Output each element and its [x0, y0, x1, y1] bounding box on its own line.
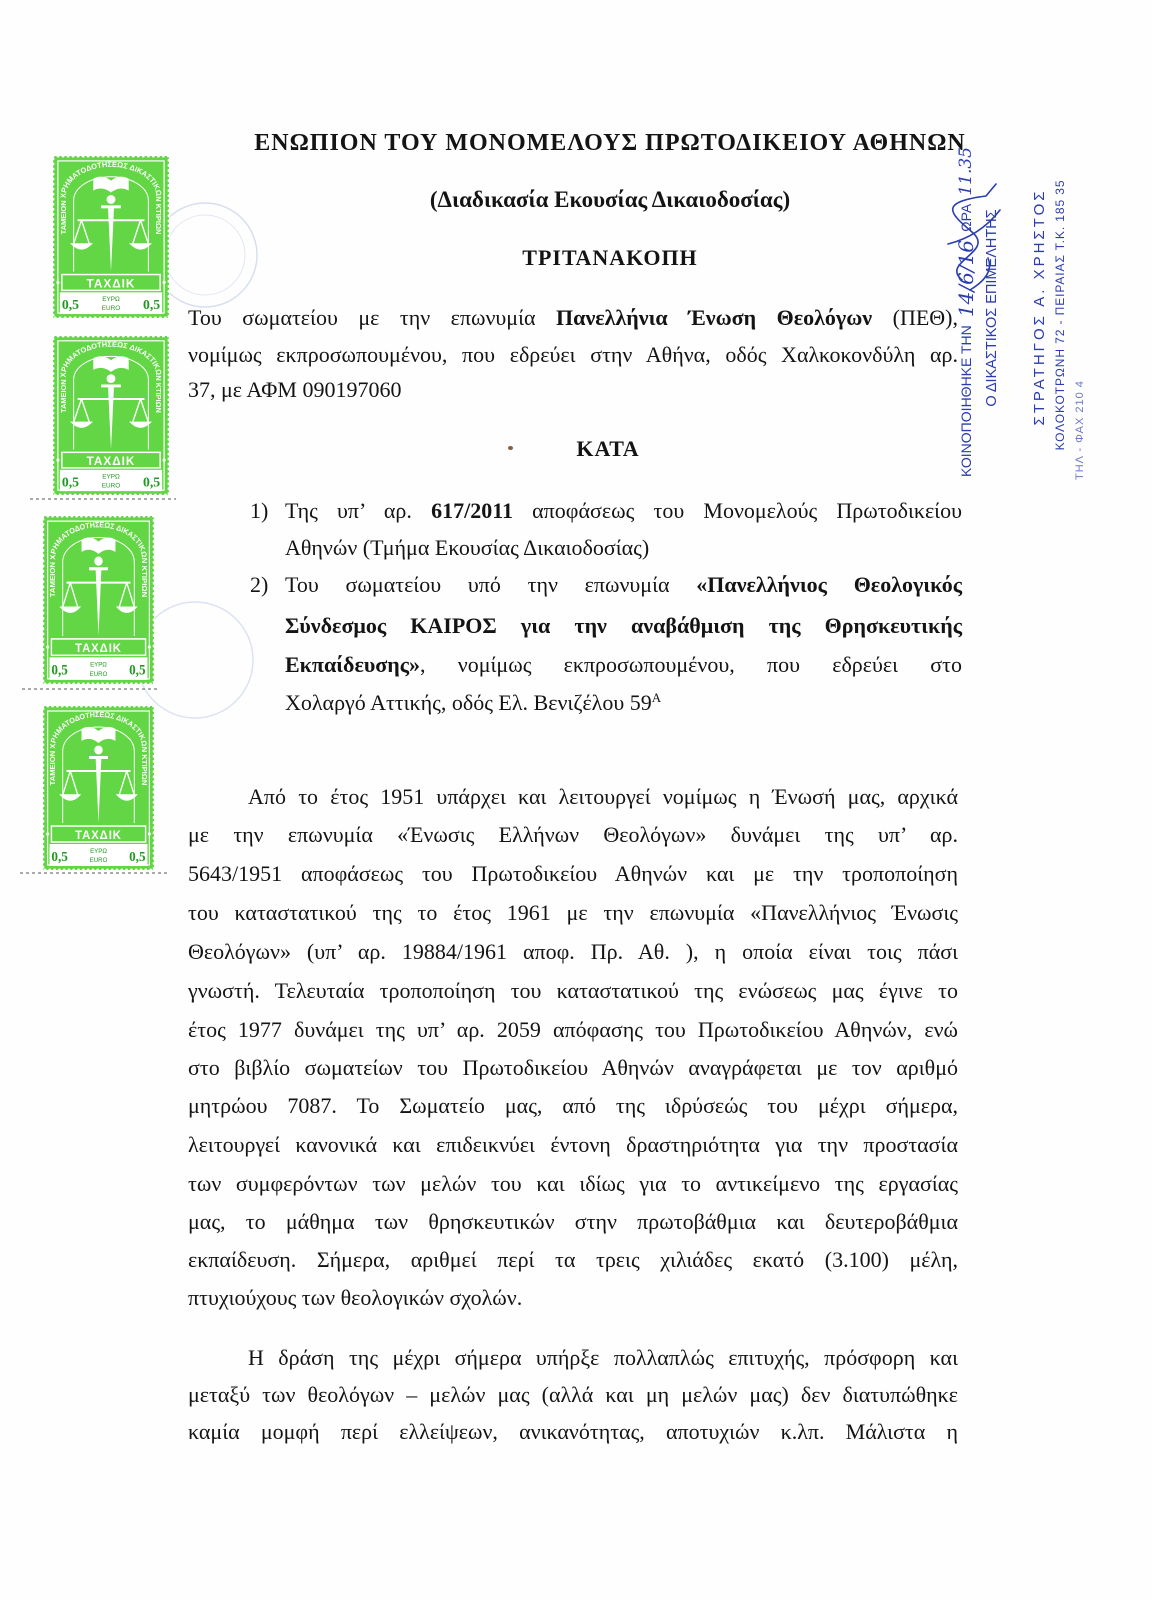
body-line: Η δράση της μέχρι σήμερα υπήρξε πολλαπλώς επιτυχής, πρόσφορη και [248, 1345, 958, 1370]
petitioner-line: 37, με ΑΦΜ 090197060 [188, 377, 402, 402]
revenue-stamp [42, 705, 155, 871]
revenue-stamp-art [42, 705, 155, 871]
item-text: Του σωματείου υπό την επωνυμία [285, 572, 697, 597]
body-line: Θεολόγων» (υπ’ αρ. 19884/1961 αποφ. Πρ. Αθ. ), η οποία είναι τοις πάσι [188, 939, 958, 964]
body-line: μας, το μάθημα των θρησκευτικών στην πρωτοβάθμια και δευτεροβάθμια [188, 1209, 958, 1234]
revenue-stamp-art [42, 515, 155, 685]
list-item-line [285, 650, 962, 680]
item-text: , νομίμως εκπροσωπουμένου, που εδρεύει στο [420, 652, 962, 677]
body-line: μεταξύ των θεολόγων – μελών μας (αλλά και μη μελών μας) δεν διατυπώθηκε [188, 1382, 958, 1407]
stamp-issuer: ΤΑΜΕΙΟΝ ΧΡΗΜΑΤΟΔΟΤΗΣΕΩΣ ΔΙΚΑΣΤΙΚΩΝ ΚΤΙΡΙΩΝ [58, 339, 164, 413]
petitioner-line: νομίμως εκπροσωπουμένου, που εδρεύει στην Αθήνα, οδός Χαλκοκονδύλη αρ. [188, 342, 958, 367]
stamp-issuer: ΤΑΜΕΙΟΝ ΧΡΗΜΑΤΟΔΟΤΗΣΕΩΣ ΔΙΚΑΣΤΙΚΩΝ ΚΤΙΡΙΩΝ [48, 519, 149, 598]
list-item-line [285, 611, 962, 641]
stamp-issuer: ΤΑΜΕΙΟΝ ΧΡΗΜΑΤΟΔΟΤΗΣΕΩΣ ΔΙΚΑΣΤΙΚΩΝ ΚΤΙΡΙΩΝ [48, 709, 149, 786]
bailiff-address: ΚΟΛΟΚΟΤΡΩΝΗ 72 - ΠΕΙΡΑΙΑΣ Τ.Κ. 185 35 [1053, 179, 1067, 451]
stamp-value-right: 0,5 [129, 662, 146, 678]
item-text: Της υπ’ αρ. [285, 498, 432, 523]
petitioner-name: Πανελλήνια Ένωση Θεολόγων [556, 305, 873, 330]
stamp-currency-en: EURO [101, 305, 121, 313]
body-line: με την επωνυμία «Ένωσις Ελλήνων Θεολόγων» δυνάμει της υπ’ αρ. [188, 822, 958, 847]
service-time: 11.35 [956, 147, 976, 196]
body-line: γνωστή. Τελευταία τροποποίηση του καταστατικού της ενώσεως μας έγινε το [188, 978, 958, 1003]
faint-seal-inner [165, 215, 245, 295]
body-line: μητρώου 7087. Το Σωματείο μας, από της ιδρύσεώς του μέχρι σήμερα, [188, 1093, 958, 1118]
time-label: ΩΡΑ [958, 203, 974, 232]
served-label: ΚΟΙΝΟΠΟΙΗΘΗΚΕ ΤΗΝ [958, 325, 974, 477]
stamp-currency-gr: ΕΥΡΩ [102, 296, 120, 304]
body-line: 5643/1951 αποφάσεως του Πρωτοδικείου Αθηνών και με την τροποποίηση [188, 861, 958, 886]
revenue-stamp-art [52, 155, 170, 319]
service-date: 14/6/16 [954, 240, 978, 318]
revenue-stamp [52, 335, 170, 496]
list-number: 1) [250, 498, 269, 523]
stamp-value-left: 0,5 [61, 297, 80, 313]
service-stamp-line [955, 147, 977, 477]
stamp-currency-en: EURO [101, 482, 121, 490]
body-line: λειτουργεί κανονικά και επιδεικνύει έντονη δραστηριότητα για την προστασία [188, 1132, 958, 1157]
bailiff-phone: ΤΗΛ - ΦΑΧ 210 4 [1074, 380, 1086, 480]
stamp-issuer: ΤΑΜΕΙΟΝ ΧΡΗΜΑΤΟΔΟΤΗΣΕΩΣ ΔΙΚΑΣΤΙΚΩΝ ΚΤΙΡΙΩΝ [58, 159, 164, 235]
item-text: αποφάσεως του Μονομελούς Πρωτοδικείου [512, 498, 962, 523]
list-item-line [285, 496, 962, 526]
court-heading: ΕΝΩΠΙΟΝ ΤΟΥ ΜΟΝΟΜΕΛΟΥΣ ΠΡΩΤΟΔΙΚΕΙΟΥ ΑΘΗΝΩΝ [254, 130, 966, 156]
stamp-currency-gr: ΕΥΡΩ [90, 847, 107, 856]
body-line: έτος 1977 δυνάμει της υπ’ αρ. 2059 απόφασης του Πρωτοδικείου Αθηνών, ενώ [188, 1017, 958, 1042]
respondent-name: Σύνδεσμος ΚΑΙΡΟΣ για την αναβάθμιση της Θρησκευτικής [285, 613, 962, 638]
body-line: των συμφερόντων των μελών του και ιδίως για το αντικείμενο της εργασίας [188, 1171, 958, 1196]
stamp-currency-en: EURO [89, 856, 108, 865]
procedure-heading: (Διαδικασία Εκουσίας Δικαιοδοσίας) [429, 187, 791, 212]
petitioner-intro: Του σωματείου με την επωνυμία [188, 305, 557, 330]
revenue-stamp [42, 515, 155, 685]
revenue-stamp [52, 155, 170, 319]
stamp-label: ΤΑΧΔΙΚ [86, 276, 136, 291]
document-title: ΤΡΙΤΑΝΑΚΟΠΗ [522, 245, 698, 270]
address-superscript: Α [651, 690, 662, 705]
stamp-label: ΤΑΧΔΙΚ [86, 455, 136, 468]
stamp-value-left: 0,5 [51, 662, 68, 678]
stamp-currency-en: EURO [89, 670, 108, 678]
list-item-line [285, 688, 962, 718]
body-line: πτυχιούχους των θεολογικών σχολών. [188, 1285, 523, 1310]
against-heading: ΚΑΤΑ [576, 436, 640, 461]
body-line: καμία μομφή περί ελλείψεων, ανικανότητας, αποτυχιών κ.λπ. Μάλιστα η [188, 1419, 958, 1444]
stamp-currency-gr: ΕΥΡΩ [90, 661, 107, 669]
bailiff-title: Ο ΔΙΚΑΣΤΙΚΟΣ ΕΠΙΜΕΛΗΤΗΣ [984, 209, 1000, 407]
list-item-line [285, 570, 962, 600]
stamp-label: ΤΑΧΔΙΚ [75, 828, 122, 843]
stamp-value-right: 0,5 [129, 848, 146, 865]
stamp-label: ΤΑΧΔΙΚ [75, 640, 122, 656]
body-line: εκπαίδευση. Σήμερα, αριθμεί περί τα τρεις χιλιάδες εκατό (3.100) μέλη, [188, 1247, 958, 1272]
body-line: Από το έτος 1951 υπάρχει και λειτουργεί νομίμως η Ένωσή μας, αρχικά [248, 784, 958, 809]
body-line: στο βιβλίο σωματείων του Πρωτοδικείου Αθηνών αναγράφεται με τον αριθμό [188, 1055, 958, 1080]
petitioner-abbrev: (ΠΕΘ), [872, 305, 958, 330]
stamp-currency-gr: ΕΥΡΩ [102, 473, 120, 481]
stamp-value-right: 0,5 [142, 297, 161, 313]
item-text: Χολαργό Αττικής, οδός Ελ. Βενιζέλου 59 [285, 690, 652, 715]
list-number: 2) [250, 572, 269, 597]
respondent-name: «Πανελλήνιος Θεολογικός [696, 572, 962, 597]
body-line: του καταστατικού της το έτος 1961 με την επωνυμία «Πανελλήνιος Ένωσις [188, 900, 958, 925]
bailiff-name: ΣΤΡΑΤΗΓΟΣ Α. ΧΡΗΣΤΟΣ [1031, 188, 1048, 426]
list-item-line: Αθηνών (Τμήμα Εκουσίας Δικαιοδοσίας) [285, 535, 650, 560]
petitioner-line [188, 303, 958, 333]
stamp-value-left: 0,5 [51, 848, 68, 865]
respondent-name: Εκπαίδευσης» [285, 652, 421, 677]
decision-number: 617/2011 [431, 498, 513, 523]
stamp-value-right: 0,5 [142, 474, 161, 490]
stamp-value-left: 0,5 [61, 474, 80, 490]
revenue-stamp-art [52, 335, 170, 496]
